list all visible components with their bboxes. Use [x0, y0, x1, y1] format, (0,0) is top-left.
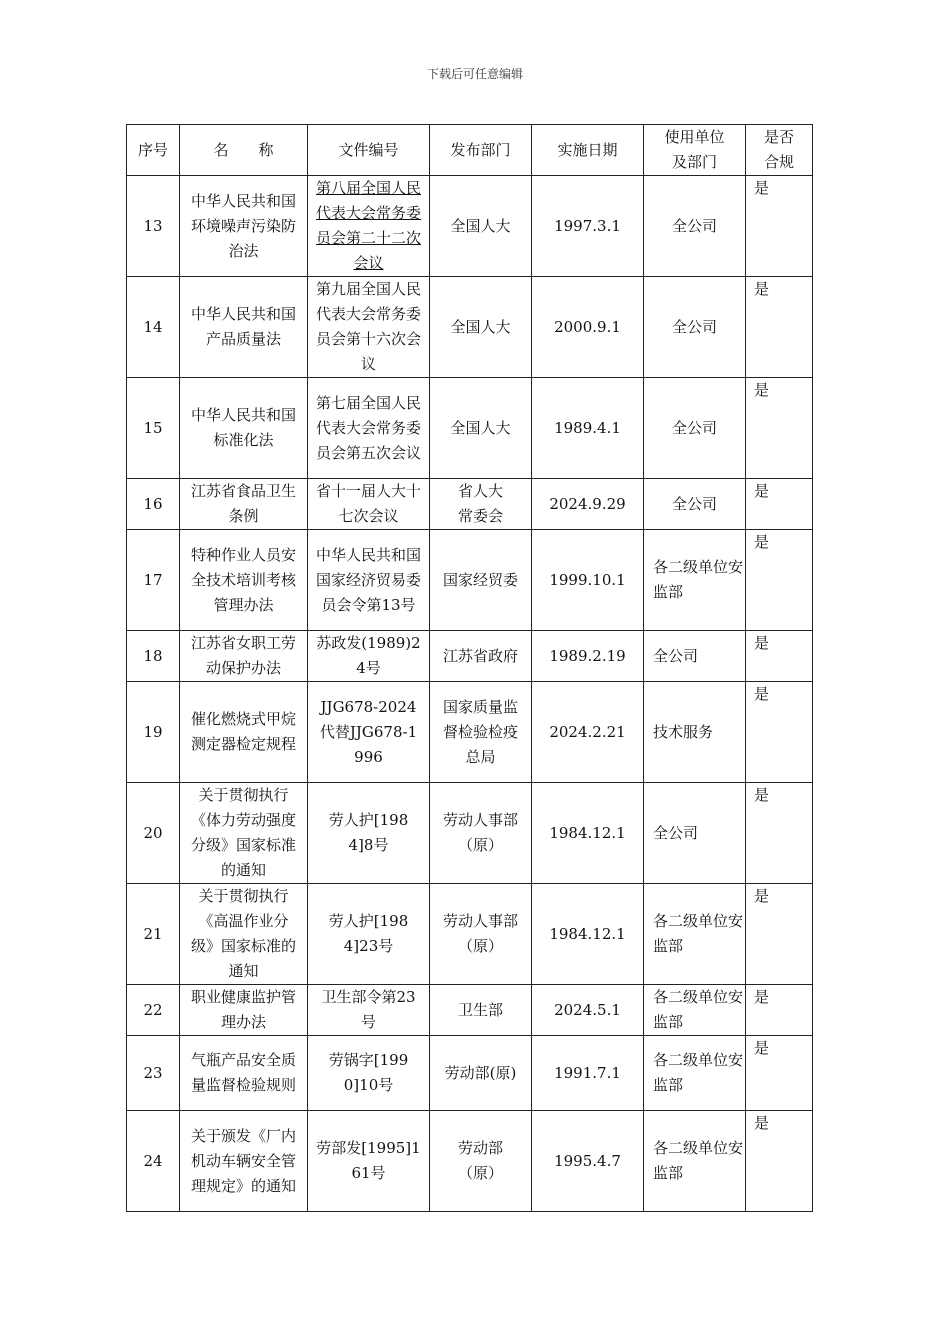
col-header-scope: 使用单位及部门 [644, 125, 746, 176]
cell-date: 2024.9.29 [532, 479, 644, 530]
cell-dept: 全国人大 [430, 378, 532, 479]
cell-doc: 省十一届人大十七次会议 [308, 479, 430, 530]
cell-dept: 江苏省政府 [430, 631, 532, 682]
cell-scope: 各二级单位安监部 [644, 884, 746, 985]
cell-doc: 中华人民共和国国家经济贸易委员会令第13号 [308, 530, 430, 631]
cell-dept: 劳动人事部（原） [430, 884, 532, 985]
col-header-doc: 文件编号 [308, 125, 430, 176]
col-header-name: 名 称 [180, 125, 308, 176]
cell-scope: 全公司 [644, 479, 746, 530]
cell-name: 职业健康监护管理办法 [180, 985, 308, 1036]
cell-compliance: 是 [746, 530, 813, 631]
regulations-table [126, 124, 813, 1212]
cell-dept: 卫生部 [430, 985, 532, 1036]
cell-compliance: 是 [746, 985, 813, 1036]
cell-doc: JJG678-2024代替JJG678-1996 [308, 682, 430, 783]
cell-compliance: 是 [746, 479, 813, 530]
cell-date: 1997.3.1 [532, 176, 644, 277]
cell-scope: 各二级单位安监部 [644, 1111, 746, 1212]
cell-dept: 国家质量监督检验检疫总局 [430, 682, 532, 783]
cell-date: 2024.2.21 [532, 682, 644, 783]
cell-dept: 劳动部(原) [430, 1036, 532, 1111]
table-row [127, 479, 813, 530]
cell-no: 17 [127, 530, 180, 631]
cell-name: 中华人民共和国环境噪声污染防治法 [180, 176, 308, 277]
cell-name: 气瓶产品安全质量监督检验规则 [180, 1036, 308, 1111]
cell-no: 16 [127, 479, 180, 530]
cell-compliance: 是 [746, 277, 813, 378]
cell-name: 中华人民共和国产品质量法 [180, 277, 308, 378]
cell-no: 15 [127, 378, 180, 479]
cell-dept: 劳动部（原） [430, 1111, 532, 1212]
cell-name: 特种作业人员安全技术培训考核管理办法 [180, 530, 308, 631]
cell-no: 13 [127, 176, 180, 277]
table-row [127, 277, 813, 378]
cell-name: 催化燃烧式甲烷测定器检定规程 [180, 682, 308, 783]
col-header-dept: 发布部门 [430, 125, 532, 176]
cell-date: 1984.12.1 [532, 884, 644, 985]
cell-date: 1984.12.1 [532, 783, 644, 884]
cell-compliance: 是 [746, 884, 813, 985]
table-row [127, 884, 813, 985]
cell-compliance: 是 [746, 378, 813, 479]
cell-doc: 劳部发[1995]161号 [308, 1111, 430, 1212]
cell-scope: 全公司 [644, 783, 746, 884]
cell-scope: 各二级单位安监部 [644, 1036, 746, 1111]
cell-compliance: 是 [746, 1111, 813, 1212]
cell-doc: 劳人护[1984]23号 [308, 884, 430, 985]
cell-scope: 全公司 [644, 277, 746, 378]
col-header-date: 实施日期 [532, 125, 644, 176]
table-row [127, 985, 813, 1036]
cell-no: 24 [127, 1111, 180, 1212]
cell-doc: 卫生部令第23号 [308, 985, 430, 1036]
cell-date: 1989.4.1 [532, 378, 644, 479]
cell-date: 1991.7.1 [532, 1036, 644, 1111]
cell-compliance: 是 [746, 682, 813, 783]
table-row [127, 682, 813, 783]
cell-date: 1995.4.7 [532, 1111, 644, 1212]
cell-doc: 第七届全国人民代表大会常务委员会第五次会议 [308, 378, 430, 479]
table-header-row [127, 125, 813, 176]
col-header-compliance: 是否合规 [746, 125, 813, 176]
cell-date: 1999.10.1 [532, 530, 644, 631]
cell-compliance: 是 [746, 631, 813, 682]
table-row [127, 1111, 813, 1212]
cell-name: 关于贯彻执行《体力劳动强度分级》国家标准的通知 [180, 783, 308, 884]
cell-compliance: 是 [746, 176, 813, 277]
cell-no: 14 [127, 277, 180, 378]
cell-doc: 劳锅字[1990]10号 [308, 1036, 430, 1111]
cell-scope: 全公司 [644, 378, 746, 479]
cell-doc: 苏政发(1989)24号 [308, 631, 430, 682]
cell-scope: 技术服务 [644, 682, 746, 783]
cell-name: 江苏省女职工劳动保护办法 [180, 631, 308, 682]
cell-name: 关于颁发《厂内机动车辆安全管理规定》的通知 [180, 1111, 308, 1212]
cell-no: 20 [127, 783, 180, 884]
cell-scope: 各二级单位安监部 [644, 985, 746, 1036]
cell-compliance: 是 [746, 1036, 813, 1111]
cell-doc: 第九届全国人民代表大会常务委员会第十六次会议 [308, 277, 430, 378]
cell-scope: 全公司 [644, 176, 746, 277]
table-row [127, 631, 813, 682]
table-row [127, 783, 813, 884]
cell-date: 1989.2.19 [532, 631, 644, 682]
cell-no: 22 [127, 985, 180, 1036]
cell-name: 关于贯彻执行《高温作业分级》国家标准的通知 [180, 884, 308, 985]
cell-dept: 国家经贸委 [430, 530, 532, 631]
cell-compliance: 是 [746, 783, 813, 884]
header-note: 下载后可任意编辑 [426, 67, 523, 81]
cell-date: 2000.9.1 [532, 277, 644, 378]
cell-no: 18 [127, 631, 180, 682]
table-row [127, 1036, 813, 1111]
cell-doc: 劳人护[1984]8号 [308, 783, 430, 884]
cell-no: 23 [127, 1036, 180, 1111]
cell-scope: 各二级单位安监部 [644, 530, 746, 631]
cell-name: 江苏省食品卫生条例 [180, 479, 308, 530]
cell-date: 2024.5.1 [532, 985, 644, 1036]
table-row [127, 530, 813, 631]
cell-doc: 第八届全国人民代表大会常务委员会第二十二次 会议 [308, 176, 430, 277]
table-row [127, 176, 813, 277]
cell-no: 21 [127, 884, 180, 985]
col-header-no: 序号 [127, 125, 180, 176]
cell-dept: 省人大常委会 [430, 479, 532, 530]
table-row [127, 378, 813, 479]
cell-name: 中华人民共和国标准化法 [180, 378, 308, 479]
cell-no: 19 [127, 682, 180, 783]
cell-scope: 全公司 [644, 631, 746, 682]
cell-dept: 全国人大 [430, 176, 532, 277]
cell-dept: 劳动人事部（原） [430, 783, 532, 884]
cell-dept: 全国人大 [430, 277, 532, 378]
